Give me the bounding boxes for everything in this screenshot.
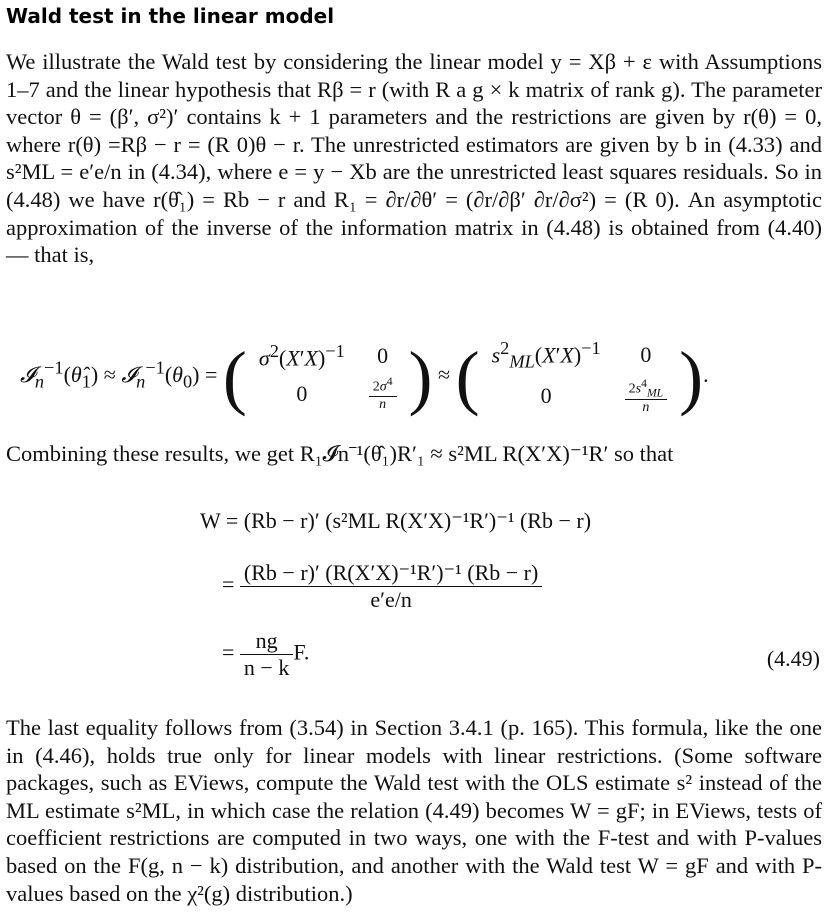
section-title: Wald test in the linear model bbox=[6, 4, 335, 28]
paragraph-intro: We illustrate the Wald test by considering the linear model y = Xβ + ε with Assumptions 1–7 and the linear hypothesis that Rβ = r (with R a g × k matrix of rank g). The parameter vector θ = (β′, σ²)′ contains k + 1 parameters and the restrictions are given by r(θ) = 0, where r(θ) =Rβ − r = (R 0)θ − r. The unrestricted estimators are given by b in (4.33) and s²ML = e′e/n in (4.34), where e = y − Xb are the unrestricted least squares residuals. So in (4.48) we have r(θ̂₁) = Rb − r and R₁ = ∂r/∂θ′ = (∂r/∂β′ ∂r/∂σ²) = (R 0). An asymptotic approximation of the inverse of the information matrix in (4.48) is obtained from (4.40) — that is, bbox=[6, 49, 822, 268]
matrix-sigma: $\sigma^2(X'X)^{-1}$ 0 0 $\frac{2\sigma^4}{n}$ bbox=[247, 339, 409, 415]
wald-line2-numerator: (Rb − r)′ (R(X′X)⁻¹R′)⁻¹ (Rb − r) bbox=[240, 560, 542, 587]
wald-line2-denominator: e′e/n bbox=[370, 587, 412, 612]
equation-wald-line3: = $\frac{ng}{n - k}$ F. bbox=[222, 628, 310, 680]
equation-wald-line1: W = (Rb − r)′ (s²ML R(X′X)⁻¹R′)⁻¹ (Rb − r) bbox=[200, 508, 592, 533]
equation-number: (4.49) bbox=[766, 646, 820, 671]
paragraph-combining: Combining these results, we get R₁𝓘n⁻¹(θ̂₁)R′₁ ≈ s²ML R(X′X)⁻¹R′ so that bbox=[6, 441, 674, 466]
matrix-sml: $s^2_{ML}(X'X)^{-1}$ 0 0 $\frac{2s^4_{ML}}{n}$ bbox=[480, 336, 680, 418]
equation-information-matrix: $𝓘_n^{-1}(\thetâ_1)$ ≈ $𝓘_n^{-1}(\theta_0)$ = ( $\sigma^2(X'X)^{-1}$ 0 0 $\frac{2\sigma^4}{n}$ ) ≈ ( $s^2_{ML}(X'X)^{-1}$ 0 0 $\frac{2s^4_{ML}}{n}$ ). bbox=[20, 337, 709, 418]
wald-line3-denominator: n − k bbox=[243, 655, 290, 680]
equation1-lhs: $𝓘_n^{-1}(\thetâ_1)$ ≈ $𝓘_n^{-1}(\theta_0)$ = bbox=[20, 357, 223, 392]
equation-wald-line2: = $\frac{\text{(Rb − r)′ (R(X′X)⁻¹R′)⁻¹ (Rb − r)}}{e'e/n}$ bbox=[222, 560, 542, 613]
wald-line3-numerator: ng bbox=[240, 628, 293, 655]
paragraph-conclusion: The last equality follows from (3.54) in Section 3.4.1 (p. 165). This formula, like the one in (4.46), holds true only for linear models with linear restrictions. (Some software packages, such as EViews, compute the Wald test with the OLS estimate s² instead of the ML estimate s²ML, in which case the relation (4.49) becomes W = gF; in EViews, tests of coefficient restrictions are computed in two ways, one with the F-test and with P-values based on the F(g, n − k) distribution, and another with the Wald test W = gF and with P-values based on the χ²(g) distribution.) bbox=[6, 715, 822, 906]
wald-line3-tail: F. bbox=[293, 639, 310, 665]
